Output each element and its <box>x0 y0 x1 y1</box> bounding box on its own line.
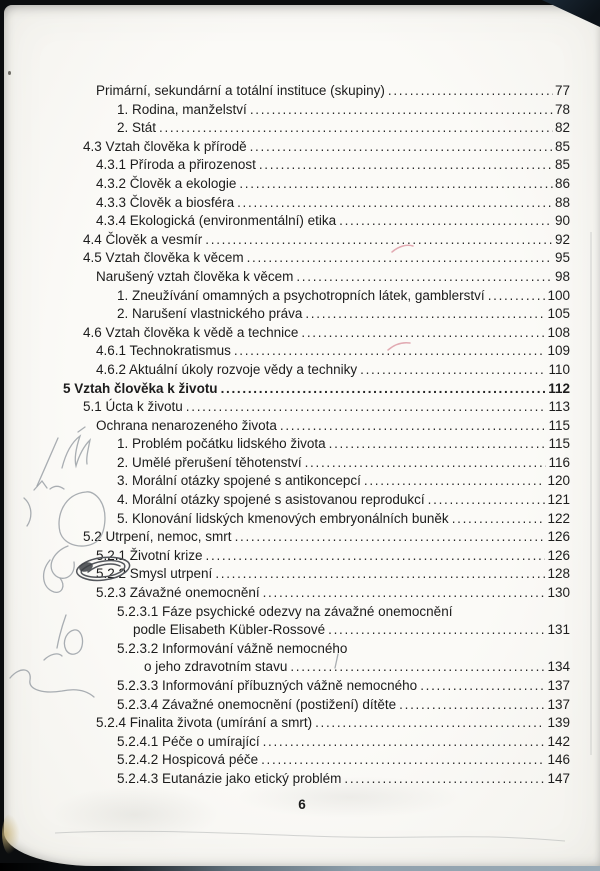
toc-entry-label: 5.2.2 Smysl utrpení <box>96 566 213 582</box>
toc-entry-page: 105 <box>547 306 570 322</box>
toc-entry <box>63 677 570 696</box>
toc-entry <box>63 361 570 380</box>
dot-leader <box>420 677 545 696</box>
toc-entry-label: 2. Narušení vlastnického práva <box>117 306 303 322</box>
dot-leader <box>364 472 546 491</box>
toc-entry-label: Narušený vztah člověka k věcem <box>96 268 294 284</box>
toc-entry <box>63 621 570 640</box>
toc-entry <box>63 454 570 473</box>
toc-entry <box>63 342 570 361</box>
toc-entry <box>63 547 570 566</box>
toc-entry <box>63 603 570 622</box>
toc-entry <box>63 751 570 770</box>
dot-leader <box>339 212 553 231</box>
toc-entry-page: 100 <box>547 287 570 303</box>
dot-leader <box>221 380 547 399</box>
toc-entry-page: 139 <box>547 715 570 731</box>
toc-entry <box>63 472 570 491</box>
dot-leader <box>259 156 553 175</box>
dot-leader <box>388 82 553 101</box>
toc-entry-label: 5 Vztah člověka k životu <box>63 380 218 396</box>
dot-leader <box>263 584 546 603</box>
book-page <box>4 5 600 866</box>
toc-entry-label: 5.2.3.3 Informování příbuzných vážně nemocného <box>117 678 418 693</box>
toc-entry-label: Ochrana nenarozeného života <box>96 417 277 433</box>
toc-entry <box>63 268 570 287</box>
toc-entry-page: 134 <box>547 659 570 675</box>
toc-entry-page: 77 <box>554 83 570 98</box>
toc-entry <box>63 82 570 101</box>
toc-entry <box>63 175 570 194</box>
dot-leader <box>428 491 546 510</box>
toc-entry <box>63 658 570 677</box>
toc-entry <box>63 249 570 268</box>
dot-leader <box>263 733 546 752</box>
toc-entry-label: 2. Stát <box>117 120 157 136</box>
toc-entry-label: 4.3.2 Člověk a ekologie <box>96 175 237 191</box>
toc-entry-page: 82 <box>554 120 570 136</box>
toc-entry-label: 4.3.3 Člověk a biosféra <box>96 194 235 210</box>
toc-entry-page: 92 <box>554 231 570 247</box>
toc-entry-page: 128 <box>547 566 570 582</box>
toc-entry <box>63 435 570 454</box>
toc-entry-page: 115 <box>548 436 570 452</box>
toc-entry <box>63 324 570 343</box>
toc-entry <box>63 528 570 547</box>
toc-entry-page: 126 <box>547 547 570 563</box>
toc-entry-label: 5.2 Utrpení, nemoc, smrt <box>83 529 232 545</box>
dot-leader <box>239 175 553 194</box>
toc-entry <box>63 194 570 213</box>
toc-entry-label: 5.2.4.1 Péče o umírající <box>117 733 260 749</box>
toc-entry-page: 131 <box>547 622 570 638</box>
toc-entry-label: 5.2.4 Finalita života (umírání a smrt) <box>96 715 313 731</box>
toc-entry <box>63 640 570 659</box>
dot-leader <box>305 305 545 324</box>
toc-entry <box>63 417 570 436</box>
toc-entry-label: 4.3 Vztah člověka k přírodě <box>83 138 247 154</box>
toc-entry-page: 137 <box>547 678 570 693</box>
toc-entry-label: 5.1 Úcta k životu <box>83 399 183 415</box>
toc-entry-page: 137 <box>547 696 570 712</box>
dot-leader <box>315 714 545 733</box>
toc-entry-label: 4.3.1 Příroda a přirozenost <box>96 157 256 173</box>
toc-entry-label: 5. Klonování lidských kmenových embryonálních buněk <box>117 510 449 526</box>
dot-leader <box>290 658 545 677</box>
dot-leader <box>247 249 553 268</box>
dot-leader <box>452 510 546 529</box>
toc-entry-page: 85 <box>554 138 570 154</box>
toc-entry-label: 5.2.4.3 Eutanázie jako etický problém <box>117 770 342 786</box>
toc-entry-page: 85 <box>554 157 570 173</box>
dot-leader <box>215 565 545 584</box>
dot-leader <box>280 417 547 436</box>
toc-entry-page: 90 <box>554 213 570 229</box>
toc-entry-label: 3. Morální otázky spojené s antikoncepcí <box>117 473 361 489</box>
toc-entry-label: o jeho zdravotním stavu <box>144 659 288 675</box>
dot-leader <box>328 621 545 640</box>
toc-entry-page: 108 <box>547 324 570 340</box>
toc-entry-label: 5.2.3.2 Informování vážně nemocného <box>117 640 348 656</box>
toc-entry-page: 113 <box>548 399 570 415</box>
toc-entry <box>63 156 570 175</box>
toc-entry-page: 147 <box>547 770 570 786</box>
table-of-contents <box>63 82 570 789</box>
dot-leader <box>296 268 553 287</box>
toc-entry <box>63 714 570 733</box>
dot-leader <box>261 751 545 770</box>
toc-entry <box>63 584 570 603</box>
stain <box>2 813 20 855</box>
dot-leader <box>159 119 553 138</box>
toc-entry-page: 88 <box>554 194 570 210</box>
toc-entry <box>63 770 570 789</box>
dot-leader <box>234 342 546 361</box>
toc-entry-label: 5.2.3.1 Fáze psychické odezvy na závažné onemocnění <box>117 603 453 619</box>
toc-entry-label: 4.4 Člověk a vesmír <box>83 231 203 247</box>
dot-leader <box>250 101 553 120</box>
toc-entry-label: 4.3.4 Ekologická (environmentální) etika <box>96 213 337 229</box>
toc-entry-page: 126 <box>547 529 570 545</box>
toc-entry-label: 4.6.2 Aktuální úkoly rozvoje vědy a techniky <box>96 361 358 377</box>
dot-leader <box>186 398 547 417</box>
toc-entry <box>63 398 570 417</box>
toc-entry-label: 4. Morální otázky spojené s asistovanou reprodukcí <box>117 492 425 508</box>
toc-entry-page: 122 <box>547 510 570 526</box>
dot-leader <box>305 454 547 473</box>
toc-entry-label: 2. Umělé přerušení těhotenství <box>117 454 302 470</box>
toc-entry-page: 142 <box>547 733 570 749</box>
toc-entry-label: 1. Problém počátku lidského života <box>117 436 326 452</box>
dot-leader <box>344 770 545 789</box>
dot-leader <box>206 547 546 566</box>
dot-leader <box>301 324 545 343</box>
toc-entry <box>63 212 570 231</box>
dot-leader <box>235 528 546 547</box>
toc-entry <box>63 138 570 157</box>
toc-entry-page: 121 <box>547 492 570 508</box>
toc-entry-page: 110 <box>548 361 570 377</box>
toc-entry-label: 1. Zneužívání omamných a psychotropních látek, gamblerství <box>117 287 485 303</box>
dot-leader <box>329 435 547 454</box>
toc-entry <box>63 380 570 399</box>
toc-entry <box>63 510 570 529</box>
toc-entry <box>63 287 570 306</box>
toc-entry-label: 1. Rodina, manželství <box>117 101 247 117</box>
dot-leader <box>250 138 553 157</box>
toc-entry <box>63 305 570 324</box>
toc-entry-label: 5.2.3 Závažné onemocnění <box>96 585 260 601</box>
dot-leader <box>399 696 545 715</box>
speck <box>8 71 11 75</box>
toc-entry-page: 112 <box>548 380 570 396</box>
toc-entry-page: 116 <box>548 454 570 470</box>
toc-entry-label: 5.2.3.4 Závažné onemocnění (postižení) dítěte <box>117 696 397 712</box>
toc-entry-label: 4.6.1 Technokratismus <box>96 343 231 359</box>
toc-entry-page: 86 <box>554 175 570 191</box>
toc-entry-label: 5.2.1 Životní krize <box>96 547 203 563</box>
toc-entry-page: 115 <box>548 417 570 433</box>
toc-entry-label: 4.6 Vztah člověka k vědě a technice <box>83 324 299 340</box>
toc-entry <box>63 119 570 138</box>
dot-leader <box>237 194 553 213</box>
dot-leader <box>205 231 553 250</box>
toc-entry-page: 78 <box>554 101 570 117</box>
dot-leader <box>488 287 546 306</box>
toc-entry-page: 120 <box>547 473 570 489</box>
toc-entry <box>63 491 570 510</box>
toc-entry-label: Primární, sekundární a totální instituce (skupiny) <box>96 83 385 98</box>
toc-entry-page: 95 <box>554 250 570 266</box>
toc-entry <box>63 101 570 120</box>
toc-entry-page: 98 <box>554 268 570 284</box>
toc-entry-label: 4.5 Vztah člověka k věcem <box>83 250 244 266</box>
toc-entry-page: 109 <box>547 343 570 359</box>
toc-entry <box>63 565 570 584</box>
toc-entry-label: podle Elisabeth Kübler-Rossové <box>133 622 326 638</box>
toc-entry <box>63 696 570 715</box>
toc-entry-page: 130 <box>547 585 570 601</box>
page-number: 6 <box>298 797 306 812</box>
toc-entry <box>63 231 570 250</box>
toc-entry-label: 5.2.4.2 Hospicová péče <box>117 752 259 768</box>
dot-leader <box>360 361 546 380</box>
toc-entry-page: 146 <box>547 752 570 768</box>
toc-entry <box>63 733 570 752</box>
